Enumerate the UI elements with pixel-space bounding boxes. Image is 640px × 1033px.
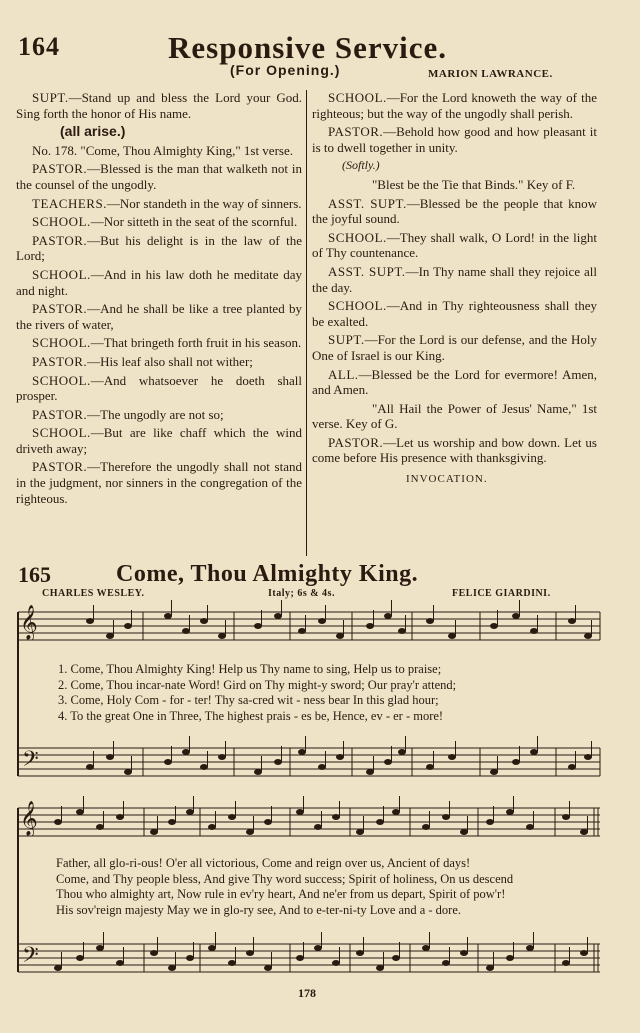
service-text: —Blessed be the people that know the joyful sound.: [312, 195, 597, 227]
note-head: [336, 633, 344, 639]
note-head: [526, 824, 534, 830]
speaker-label: SUPT.: [32, 90, 69, 105]
note-head: [336, 754, 344, 760]
note-head: [314, 945, 322, 951]
speaker-label: PASTOR.: [328, 434, 384, 450]
note-head: [384, 613, 392, 619]
folio-number: 178: [298, 986, 316, 1000]
page-subtitle: (For Opening.): [230, 62, 341, 78]
speaker-label: PASTOR.: [32, 301, 88, 317]
note-head: [512, 759, 520, 765]
hymn-reference: No. 178. "Come, Thou Almighty King," 1st verse.: [32, 142, 293, 158]
note-head: [200, 764, 208, 770]
note-head: [314, 824, 322, 830]
speaker-label: SCHOOL.: [32, 335, 91, 351]
service-text: —That bringeth forth fruit in his season.: [90, 335, 302, 351]
note-head: [228, 960, 236, 966]
note-head: [164, 759, 172, 765]
page-number: 164: [18, 32, 60, 61]
note-head: [490, 623, 498, 629]
service-text: —The ungodly are not so;: [87, 406, 224, 422]
service-text: —In Thy name shall they rejoice all the day.: [312, 263, 597, 295]
note-head: [208, 824, 216, 830]
note-head: [526, 945, 534, 951]
speaker-label: PASTOR.: [32, 459, 88, 475]
lyric-line: 2. Come, Thou incar-nate Word! Gird on Thy might-y sword; Our pray'r attend;: [58, 677, 457, 692]
service-text: —And whatsoever he doeth shall prosper.: [16, 372, 302, 404]
system1-lyrics: [58, 662, 456, 724]
service-text: —Therefore the ungodly shall not stand in the judgment, nor sinners in the congregation of the righteous.: [16, 459, 302, 506]
speaker-label: SCHOOL.: [32, 372, 91, 388]
note-head: [584, 754, 592, 760]
note-head: [182, 628, 190, 634]
service-author: MARION LAWRANCE.: [428, 68, 553, 80]
invocation-label: INVOCATION.: [406, 473, 488, 486]
service-text: —Blessed is the man that walketh not in the counsel of the ungodly.: [16, 161, 302, 192]
note-head: [150, 829, 158, 835]
note-head: [168, 819, 176, 825]
note-head: [54, 965, 62, 971]
note-head: [298, 628, 306, 634]
note-head: [562, 960, 570, 966]
service-text: —Stand up and bless the Lord your God. Sing forth the honor of His name.: [16, 90, 302, 121]
page-title: Responsive Service.: [168, 30, 448, 65]
speaker-label: SUPT.: [328, 332, 365, 348]
note-head: [116, 960, 124, 966]
speaker-label: ASST. SUPT.: [328, 263, 406, 279]
note-head: [332, 960, 340, 966]
hymn-meter: Italy; 6s & 4s.: [268, 588, 335, 599]
note-head: [318, 764, 326, 770]
note-head: [228, 814, 236, 820]
note-head: [186, 809, 194, 815]
note-head: [392, 809, 400, 815]
service-text: —Nor standeth in the way of sinners.: [106, 195, 302, 211]
note-head: [124, 769, 132, 775]
note-head: [398, 749, 406, 755]
lyric-line: His sov'reign majesty May we in glo-ry see, And to e-ter-ni-ty Love and a - dore.: [56, 902, 462, 917]
note-head: [296, 955, 304, 961]
lyric-line: 3. Come, Holy Com - for - ter! Thy sa-cred wit - ness bear In this glad hour;: [58, 693, 439, 708]
note-head: [124, 623, 132, 629]
note-head: [506, 955, 514, 961]
note-head: [218, 754, 226, 760]
note-head: [164, 613, 172, 619]
speaker-label: PASTOR.: [32, 406, 88, 422]
hymn-title: Come, Thou Almighty King.: [116, 561, 419, 587]
note-head: [200, 618, 208, 624]
speaker-label: SCHOOL.: [328, 90, 387, 105]
note-head: [580, 829, 588, 835]
service-text: —And in Thy righteousness shall they be exalted.: [312, 298, 597, 329]
rise-instruction: (all arise.): [60, 123, 126, 140]
note-head: [422, 824, 430, 830]
note-head: [54, 819, 62, 825]
speaker-label: SCHOOL.: [32, 425, 91, 441]
note-head: [442, 814, 450, 820]
note-head: [264, 965, 272, 971]
speaker-label: SCHOOL.: [32, 214, 91, 230]
speaker-label: ALL.: [328, 366, 359, 382]
lyric-line: Thou who almighty art, Now rule in ev'ry heart, And ne'er from us depart, Spirit of pow'r!: [56, 887, 506, 902]
note-head: [398, 628, 406, 634]
hymn-composer: FELICE GIARDINI.: [452, 588, 551, 599]
note-head: [76, 955, 84, 961]
note-head: [264, 819, 272, 825]
note-head: [366, 623, 374, 629]
note-head: [96, 945, 104, 951]
service-text: —Behold how good and how pleasant it is to dwell together in unity.: [312, 124, 597, 155]
service-text: "All Hail the Power of Jesus' Name," 1st verse. Key of G.: [312, 400, 597, 432]
note-head: [506, 809, 514, 815]
note-head: [246, 950, 254, 956]
softly-direction: (Softly.): [342, 158, 380, 173]
note-head: [486, 965, 494, 971]
hymn-lyricist: CHARLES WESLEY.: [42, 588, 145, 599]
clef-icon: 𝄢: [22, 747, 39, 777]
note-head: [530, 749, 538, 755]
note-head: [376, 965, 384, 971]
note-head: [568, 764, 576, 770]
note-head: [562, 814, 570, 820]
note-head: [318, 618, 326, 624]
note-head: [584, 633, 592, 639]
note-head: [384, 759, 392, 765]
note-head: [392, 955, 400, 961]
note-head: [186, 955, 194, 961]
note-head: [96, 824, 104, 830]
clef-icon: 𝄢: [22, 943, 39, 973]
service-text: —But are like chaff which the wind driveth away;: [16, 425, 302, 456]
note-head: [486, 819, 494, 825]
note-head: [254, 623, 262, 629]
service-text: —For the Lord knoweth the way of the righteous; but the way of the ungodly shall perish.: [312, 90, 597, 121]
note-head: [86, 764, 94, 770]
note-head: [490, 769, 498, 775]
note-head: [116, 814, 124, 820]
note-head: [568, 618, 576, 624]
note-head: [426, 618, 434, 624]
lyric-line: 4. To the great One in Three, The highest prais - es be, Hence, ev - er - more!: [58, 708, 444, 723]
note-head: [448, 754, 456, 760]
note-head: [512, 613, 520, 619]
note-head: [182, 749, 190, 755]
speaker-label: ASST. SUPT.: [328, 195, 407, 211]
note-head: [274, 613, 282, 619]
note-head: [76, 809, 84, 815]
system2-lyrics: [56, 856, 513, 918]
lyric-line: Father, all glo-ri-ous! O'er all victorious, Come and reign over us, Ancient of days!: [56, 856, 471, 870]
service-text: —His leaf also shall not wither;: [87, 353, 253, 369]
speaker-label: PASTOR.: [328, 124, 384, 140]
note-head: [150, 950, 158, 956]
note-head: [460, 950, 468, 956]
note-head: [208, 945, 216, 951]
service-text: —Let us worship and bow down. Let us come before His presence with thanksgiving.: [312, 434, 597, 466]
service-text: —But his delight is in the law of the Lord;: [16, 232, 302, 264]
note-head: [218, 633, 226, 639]
service-text: —For the Lord is our defense, and the Holy One of Israel is our King.: [312, 332, 597, 363]
service-text: —Blessed be the Lord for evermore! Amen, and Amen.: [312, 366, 597, 398]
service-text: —Nor sitteth in the seat of the scornful.: [90, 214, 298, 230]
note-head: [580, 950, 588, 956]
note-head: [356, 829, 364, 835]
note-head: [356, 950, 364, 956]
note-head: [106, 754, 114, 760]
note-head: [422, 945, 430, 951]
note-head: [448, 633, 456, 639]
clef-icon: 𝄞: [20, 605, 38, 640]
speaker-label: TEACHERS.: [32, 195, 107, 211]
note-head: [298, 749, 306, 755]
lyric-line: 1. Come, Thou Almighty King! Help us Thy name to sing, Help us to praise;: [58, 662, 442, 676]
speaker-label: PASTOR.: [32, 161, 88, 177]
speaker-label: SCHOOL.: [32, 266, 91, 282]
hymn-number: 165: [18, 562, 51, 587]
note-head: [426, 764, 434, 770]
note-head: [86, 618, 94, 624]
note-head: [274, 759, 282, 765]
note-head: [332, 814, 340, 820]
service-text: —They shall walk, O Lord! in the light of Thy countenance.: [312, 229, 597, 261]
speaker-label: SCHOOL.: [328, 298, 387, 314]
service-text: —And in his law doth he meditate day and night.: [16, 266, 302, 298]
note-head: [460, 829, 468, 835]
note-head: [246, 829, 254, 835]
speaker-label: PASTOR.: [32, 232, 88, 248]
note-head: [376, 819, 384, 825]
note-head: [254, 769, 262, 775]
hymn-reference: "Blest be the Tie that Binds." Key of F.: [372, 176, 576, 192]
lyric-line: Come, and Thy people bless, And give Thy word success; Spirit of holiness, On us descend: [56, 871, 514, 886]
note-head: [106, 633, 114, 639]
clef-icon: 𝄞: [20, 801, 38, 836]
note-head: [442, 960, 450, 966]
speaker-label: SCHOOL.: [328, 229, 387, 245]
service-text: —And he shall be like a tree planted by the rivers of water,: [16, 301, 302, 332]
note-head: [366, 769, 374, 775]
speaker-label: PASTOR.: [32, 353, 88, 369]
note-head: [530, 628, 538, 634]
note-head: [168, 965, 176, 971]
note-head: [296, 809, 304, 815]
